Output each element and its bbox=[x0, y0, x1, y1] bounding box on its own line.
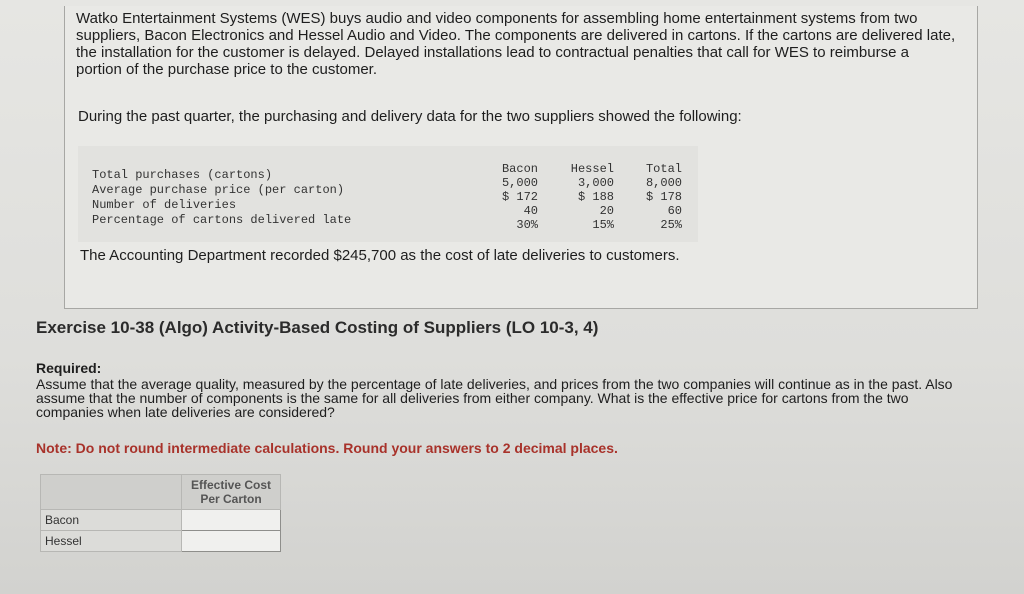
answer-table bbox=[40, 474, 281, 552]
answer-cell-hessel bbox=[182, 531, 281, 552]
during-paragraph: During the past quarter, the purchasing and delivery data for the two suppliers showed the following: bbox=[78, 108, 742, 125]
required-label: Required: bbox=[36, 360, 102, 376]
column-bacon bbox=[486, 162, 538, 232]
intro-paragraph: Watko Entertainment Systems (WES) buys audio and video components for assembling home entertainment systems from two suppliers, Bacon Electronics and Hessel Audio and Video. The components are delivered in cartons. If the cartons are delivered late, the installation for the customer is delayed. Delayed installations lead to contractual penalties that call for WES to reimburse a portion of the purchase price to the customer. bbox=[76, 10, 956, 78]
answer-column-header: Effective Cost Per Carton bbox=[182, 475, 281, 510]
required-text: Assume that the average quality, measured by the percentage of late deliveries, and prices from the two companies will continue as in the past. Also assume that the number of components is the same for all deliveries from either company. What is the effective price for cartons from the two companies when late deliveries are considered? bbox=[36, 376, 953, 420]
cell-hessel-price: $ 188 bbox=[577, 190, 614, 204]
cell-bacon-late: 30% bbox=[516, 218, 538, 232]
answer-label-bacon: Bacon bbox=[41, 510, 182, 531]
cell-hessel-late: 15% bbox=[592, 218, 614, 232]
row-label-total-purchases: Total purchases (cartons) bbox=[92, 168, 273, 182]
answer-label-hessel: Hessel bbox=[41, 531, 182, 552]
row-label-deliveries: Number of deliveries bbox=[92, 198, 237, 212]
cell-total-deliveries: 60 bbox=[667, 204, 682, 218]
cell-bacon-price: $ 172 bbox=[501, 190, 538, 204]
cell-bacon-purchases: 5,000 bbox=[501, 176, 538, 190]
answer-row-hessel bbox=[41, 531, 281, 552]
cell-hessel-deliveries: 20 bbox=[599, 204, 614, 218]
column-hessel bbox=[560, 162, 614, 232]
answer-header-row bbox=[41, 475, 281, 510]
cell-total-price: $ 178 bbox=[645, 190, 682, 204]
answer-cell-bacon bbox=[182, 510, 281, 531]
cell-bacon-deliveries: 40 bbox=[523, 204, 538, 218]
exercise-title: Exercise 10-38 (Algo) Activity-Based Costing of Suppliers (LO 10-3, 4) bbox=[36, 318, 599, 337]
supplier-data-table bbox=[78, 146, 698, 242]
cell-hessel-purchases: 3,000 bbox=[577, 176, 614, 190]
column-total bbox=[638, 162, 682, 232]
column-header-total: Total bbox=[645, 162, 682, 176]
cell-total-late: 25% bbox=[660, 218, 682, 232]
note-text: Note: Do not round intermediate calculations. Round your answers to 2 decimal places. bbox=[36, 440, 618, 456]
hessel-effective-cost-input[interactable] bbox=[182, 532, 280, 550]
row-labels bbox=[92, 168, 351, 228]
cell-total-purchases: 8,000 bbox=[645, 176, 682, 190]
answer-row-bacon bbox=[41, 510, 281, 531]
column-header-hessel: Hessel bbox=[570, 162, 614, 176]
row-label-percent-late: Percentage of cartons delivered late bbox=[92, 213, 352, 227]
answer-header-blank bbox=[41, 475, 182, 510]
column-header-bacon: Bacon bbox=[501, 162, 538, 176]
accounting-paragraph: The Accounting Department recorded $245,700 as the cost of late deliveries to customers. bbox=[80, 247, 680, 264]
row-label-average-price: Average purchase price (per carton) bbox=[92, 183, 345, 197]
bacon-effective-cost-input[interactable] bbox=[182, 511, 280, 529]
